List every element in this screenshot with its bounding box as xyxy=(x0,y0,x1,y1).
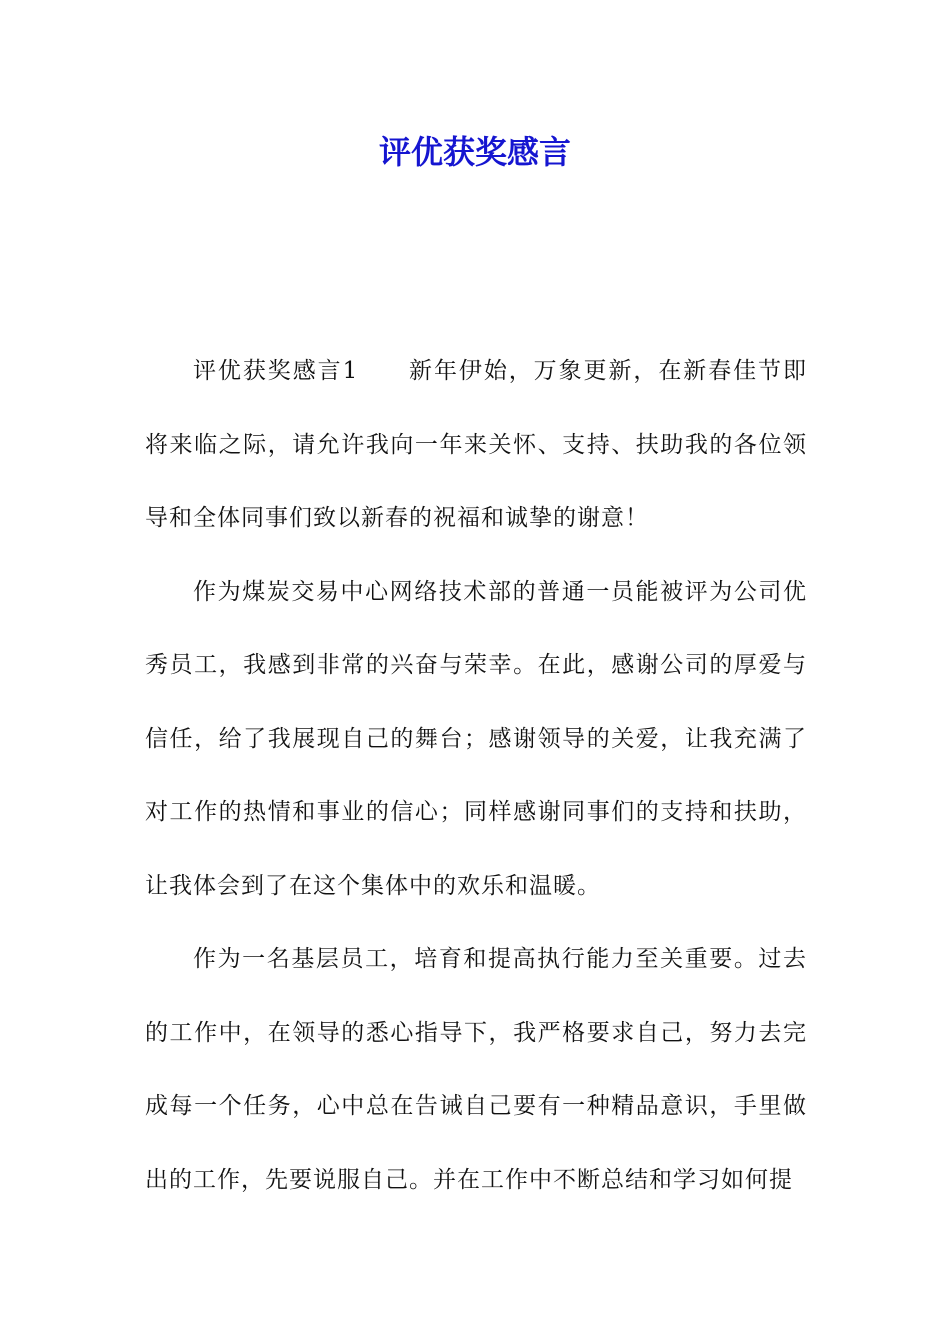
paragraph-1: 评优获奖感言1 新年伊始，万象更新，在新春佳节即将来临之际，请允许我向一年来关怀、支持、扶助我的各位领导和全体同事们致以新春的祝福和诚挚的谢意！ xyxy=(145,358,807,531)
document-title: 评优获奖感言 xyxy=(378,133,571,171)
document-body xyxy=(145,335,807,1217)
paragraph-2: 作为煤炭交易中心网络技术部的普通一员能被评为公司优秀员工，我感到非常的兴奋与荣幸。在此，感谢公司的厚爱与信任，给了我展现自己的舞台；感谢领导的关爱，让我充满了对工作的热情和事业的信心；同样感谢同事们的支持和扶助，让我体会到了在这个集体中的欢乐和温暖。 xyxy=(145,578,807,899)
paragraph-3: 作为一名基层员工，培育和提高执行能力至关重要。过去的工作中，在领导的悉心指导下，我严格要求自己，努力去完成每一个任务，心中总在告诫自己要有一种精品意识，手里做出的工作，先要说服自己。并在工作中不断总结和学习如何提 xyxy=(145,946,807,1193)
